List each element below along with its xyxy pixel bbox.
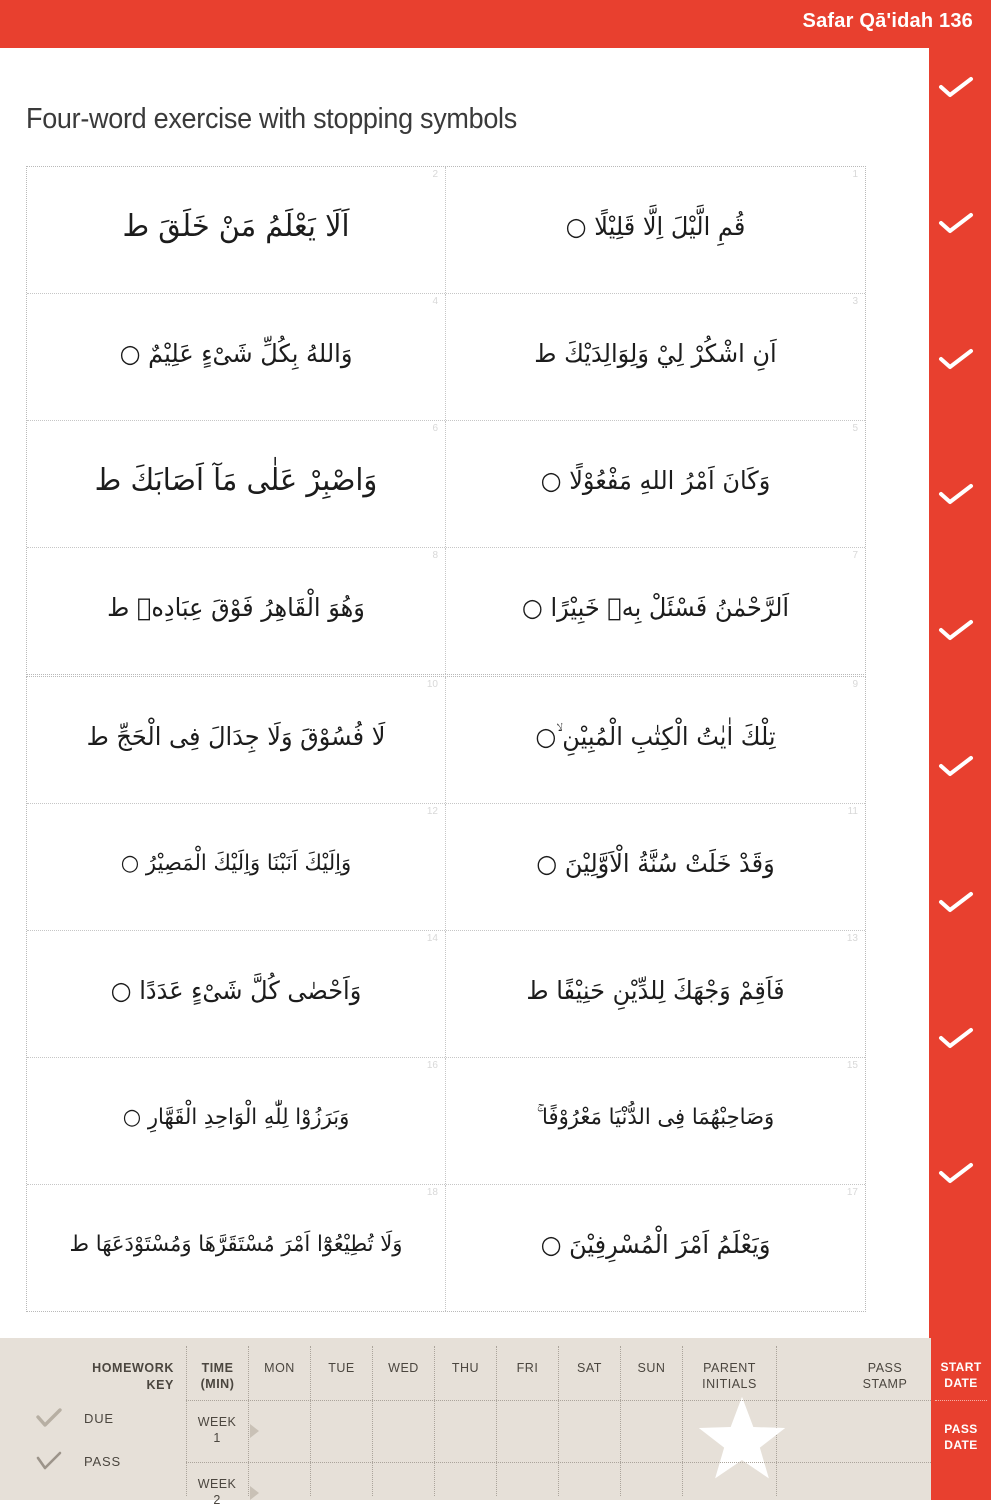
exercise-cell-number: 18 [426, 1187, 438, 1198]
exercise-cell-number: 10 [426, 679, 438, 690]
check-icon [939, 212, 973, 234]
arabic-phrase: وَهُوَ الْقَاهِرُ فَوْقَ عِبَادِهٖ ط [107, 592, 365, 622]
check-icon [939, 891, 973, 913]
exercise-cell-number: 1 [852, 169, 858, 180]
exercise-cell[interactable] [446, 1058, 865, 1184]
homework-column-header [683, 1360, 776, 1393]
exercise-cell[interactable] [27, 931, 446, 1057]
homework-column-wed[interactable] [372, 1346, 434, 1496]
homework-key-title [92, 1360, 174, 1394]
arabic-phrase: وَصَاحِبْهُمَا فِى الدُّنْيَا مَعْرُوْفًا ۚ [536, 1104, 775, 1130]
homework-column-header [373, 1360, 434, 1376]
exercise-cell[interactable] [27, 294, 446, 420]
exercise-cell[interactable] [446, 1185, 865, 1311]
exercise-row [27, 167, 865, 294]
header-line1: PARENT [703, 1361, 756, 1375]
homework-column-header [559, 1360, 620, 1376]
exercise-row [27, 804, 865, 931]
arabic-phrase: وَيَعْلَمُ اَمْرَ الْمُسْرِفِيْنَ ○ [540, 1229, 771, 1259]
homework-column-header [621, 1360, 682, 1376]
exercise-grid-group-1 [26, 166, 866, 675]
homework-column-header [249, 1360, 310, 1376]
arabic-phrase: وَقَدْ خَلَتْ سُنَّةُ الْاَوَّلِيْنَ ○ [536, 848, 775, 878]
homework-column-fri[interactable] [496, 1346, 558, 1496]
exercise-cell-number: 7 [852, 550, 858, 561]
exercise-cell-number: 3 [852, 296, 858, 307]
homework-column-header [187, 1360, 248, 1393]
check-icon [939, 619, 973, 641]
arabic-phrase: وَكَانَ اَمْرُ اللهِ مَفْعُوْلًا ○ [540, 465, 771, 495]
date-label-line1: PASS [944, 1422, 978, 1436]
homework-week-label [186, 1476, 248, 1509]
exercise-cell[interactable] [27, 804, 446, 930]
homework-footer [0, 1338, 991, 1508]
homework-column-sun[interactable] [620, 1346, 682, 1496]
arabic-phrase: اَلَا يَعْلَمُ مَنْ خَلَقَ ط [122, 208, 350, 244]
exercise-cell-number: 13 [846, 933, 858, 944]
homework-column-sat[interactable] [558, 1346, 620, 1496]
exercise-cell-number: 15 [846, 1060, 858, 1071]
header-line1: WED [388, 1361, 419, 1375]
homework-column-header [497, 1360, 558, 1376]
homework-key-title-line1: HOMEWORK [92, 1361, 174, 1375]
homework-column-header [435, 1360, 496, 1376]
exercise-cell-number: 16 [426, 1060, 438, 1071]
header-line1: MON [264, 1361, 295, 1375]
check-icon [939, 1162, 973, 1184]
exercise-cell[interactable] [27, 548, 446, 674]
exercise-row [27, 421, 865, 548]
arabic-phrase: تِلْكَ اٰيٰتُ الْكِتٰبِ الْمُبِيْنِ ۙ○ [535, 721, 776, 751]
exercise-grid-group-2 [26, 676, 866, 1312]
arabic-phrase: اَنِ اشْكُرْ لِيْ وَلِوَالِدَيْكَ ط [534, 338, 777, 368]
exercise-cell[interactable] [27, 1058, 446, 1184]
check-icon [939, 348, 973, 370]
arabic-phrase: وَبَرَزُوْا لِلّٰهِ الْوَاحِدِ الْقَهَّارِ ○ [122, 1104, 350, 1130]
arabic-phrase: اَلرَّحْمٰنُ فَسْئَلْ بِهٖ خَبِيْرًا ○ [521, 592, 790, 622]
exercise-cell-number: 5 [852, 423, 858, 434]
homework-column-tue[interactable] [310, 1346, 372, 1496]
header-line2: STAMP [862, 1377, 908, 1392]
week-arrow-icon [250, 1486, 259, 1500]
header-line1: SUN [637, 1361, 666, 1375]
exercise-cell-number: 2 [432, 169, 438, 180]
exercise-row [27, 677, 865, 804]
arabic-phrase: وَاللهُ بِكُلِّ شَىْءٍ عَلِيْمٌ ○ [119, 338, 353, 368]
header-line1: THU [451, 1361, 480, 1375]
exercise-cell[interactable] [446, 167, 865, 293]
header-band [0, 0, 991, 48]
exercise-row [27, 1058, 865, 1185]
check-icon [939, 755, 973, 777]
week-label-line1: WEEK [197, 1477, 237, 1491]
homework-column-mon[interactable] [248, 1346, 310, 1496]
page-title: Four-word exercise with stopping symbols [26, 103, 517, 135]
homework-key [0, 1346, 186, 1496]
header-line1: TIME [201, 1361, 234, 1375]
homework-column-header [311, 1360, 372, 1376]
header-line2: (MIN) [200, 1377, 235, 1392]
homework-table [186, 1346, 931, 1496]
arabic-phrase: وَلَا تُطِيْعُوْٓا اَمْرَ مُسْتَقَرَّهَا وَمُسْتَوْدَعَهَا ط [69, 1231, 403, 1257]
page-header-title: Safar Qā'idah 136 [802, 10, 973, 32]
homework-key-title-line2: KEY [146, 1377, 174, 1392]
exercise-cell-number: 14 [426, 933, 438, 944]
arabic-phrase: وَاِلَيْكَ اَنَبْنَا وَاِلَيْكَ الْمَصِيْرُ ○ [120, 850, 352, 876]
header-line1: TUE [328, 1361, 355, 1375]
week-label-line1: WEEK [197, 1415, 237, 1429]
exercise-cell-number: 6 [432, 423, 438, 434]
header-line1: SAT [577, 1361, 602, 1375]
exercise-cell[interactable] [446, 294, 865, 420]
homework-row-divider [186, 1400, 931, 1401]
exercise-cell[interactable] [27, 167, 446, 293]
header-line1: PASS [867, 1361, 903, 1375]
exercise-cell-number: 8 [432, 550, 438, 561]
homework-row-divider [186, 1462, 931, 1463]
exercise-row [27, 548, 865, 674]
arabic-phrase: فَاَقِمْ وَجْهَكَ لِلدِّيْنِ حَنِيْفًا ط [526, 975, 785, 1005]
homework-week-label [186, 1414, 248, 1447]
exercise-cell-number: 11 [847, 806, 858, 817]
arabic-phrase: وَاصْبِرْ عَلٰى مَآ اَصَابَكَ ط [94, 462, 378, 498]
week-label-line2: 2 [213, 1493, 221, 1508]
exercise-row [27, 294, 865, 421]
exercise-cell[interactable] [446, 931, 865, 1057]
exercise-cell[interactable] [27, 677, 446, 803]
arabic-phrase: لَا فُسُوْقَ وَلَا جِدَالَ فِى الْحَجِّ ط [86, 721, 386, 751]
exercise-cell[interactable] [446, 548, 865, 674]
star-icon [694, 1392, 790, 1488]
exercise-cell-number: 17 [846, 1187, 858, 1198]
arabic-phrase: وَاَحْصٰى كُلَّ شَىْءٍ عَدَدًا ○ [110, 975, 362, 1005]
exercise-cell-number: 9 [852, 679, 858, 690]
homework-key-item-pass [36, 1451, 121, 1471]
header-line2: INITIALS [702, 1377, 757, 1392]
week-arrow-icon [250, 1424, 259, 1438]
check-icon [939, 1027, 973, 1049]
date-label-line1: START [940, 1360, 982, 1374]
exercise-cell[interactable] [27, 421, 446, 547]
week-label-line2: 1 [213, 1431, 221, 1446]
header-line1: FRI [516, 1361, 539, 1375]
exercise-cell[interactable] [446, 804, 865, 930]
homework-key-label-due: DUE [84, 1410, 114, 1426]
date-label-line2: DATE [944, 1437, 978, 1452]
date-column [931, 1338, 991, 1500]
check-icon [36, 1408, 62, 1428]
homework-key-label-pass: PASS [84, 1453, 121, 1469]
date-label-line2: DATE [944, 1375, 978, 1390]
exercise-cell[interactable] [446, 677, 865, 803]
check-icon [36, 1451, 62, 1471]
exercise-cell-number: 12 [426, 806, 438, 817]
exercise-cell[interactable] [446, 421, 865, 547]
exercise-cell[interactable] [27, 1185, 446, 1311]
date-label-pass [931, 1422, 991, 1453]
check-icon [939, 76, 973, 98]
date-divider [935, 1400, 987, 1401]
exercise-cell-number: 4 [432, 296, 438, 307]
exercise-row [27, 1185, 865, 1311]
homework-column-thu[interactable] [434, 1346, 496, 1496]
check-icon [939, 483, 973, 505]
exercise-row [27, 931, 865, 1058]
date-label-start [931, 1360, 991, 1391]
right-rail [929, 48, 991, 1338]
homework-key-item-due [36, 1408, 114, 1428]
arabic-phrase: قُمِ الَّيْلَ اِلَّا قَلِيْلًا ○ [565, 211, 746, 241]
